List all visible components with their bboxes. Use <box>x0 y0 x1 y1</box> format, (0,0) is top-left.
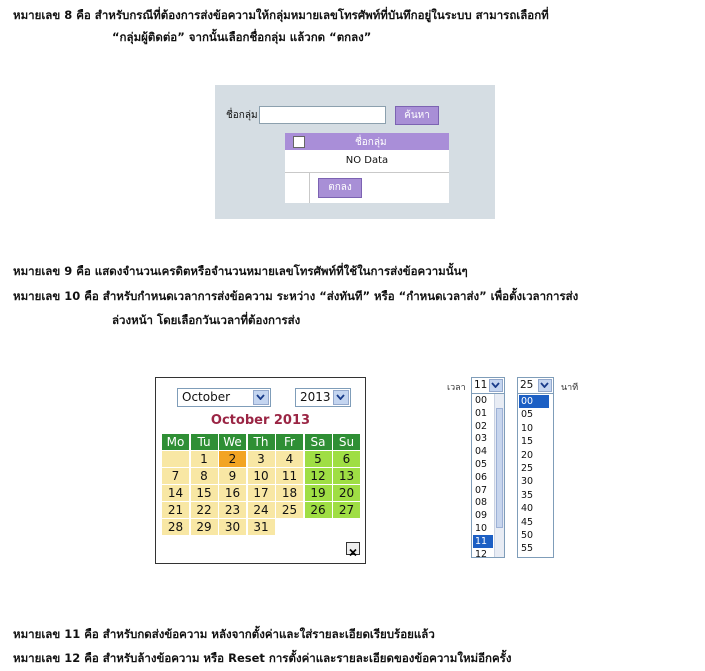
hour-list-scrollbar[interactable] <box>494 394 504 557</box>
chevron-down-icon[interactable] <box>333 390 349 405</box>
item-8-line-1: หมายเลข 8 คือ สำหรับกรณีที่ต้องการส่งข้อความให้กลุ่มหมายเลขโทรศัพท์ที่บันทึกอยู่ในระบบ สามารถเลือกที่ <box>13 8 549 22</box>
calendar-day-22[interactable]: 22 <box>191 502 218 518</box>
hour-option-00[interactable]: 00 <box>475 395 488 406</box>
item-8-line-2: “กลุ่มผู้ติดต่อ” จากนั้นเลือกชื่อกลุ่ม แล้วกด “ตกลง” <box>112 30 372 44</box>
calendar-day-empty <box>162 451 189 467</box>
date-picker-calendar <box>155 377 366 564</box>
weekday-header-tu: Tu <box>191 434 218 450</box>
calendar-day-28[interactable]: 28 <box>162 519 189 535</box>
hour-option-11[interactable]: 11 <box>473 535 493 548</box>
month-select-value: October <box>182 390 231 404</box>
hour-option-02[interactable]: 02 <box>475 420 488 432</box>
minute-option-10[interactable]: 10 <box>521 422 534 434</box>
calendar-day-4[interactable]: 4 <box>276 451 303 467</box>
minute-option-50[interactable]: 50 <box>521 530 534 541</box>
calendar-day-26[interactable]: 26 <box>305 502 332 518</box>
minute-option-55[interactable]: 55 <box>521 543 534 555</box>
calendar-day-11[interactable]: 11 <box>276 468 303 484</box>
weekday-header-we: We <box>219 434 246 450</box>
hour-option-04[interactable]: 04 <box>475 446 488 458</box>
calendar-day-8[interactable]: 8 <box>191 468 218 484</box>
hour-select[interactable] <box>471 377 505 394</box>
calendar-day-15[interactable]: 15 <box>191 485 218 501</box>
hour-option-08[interactable]: 08 <box>475 497 488 509</box>
calendar-day-12[interactable]: 12 <box>305 468 332 484</box>
group-table-header <box>285 133 449 150</box>
calendar-day-24[interactable]: 24 <box>248 502 275 518</box>
hour-option-06[interactable]: 06 <box>475 471 488 483</box>
minute-option-40[interactable]: 40 <box>521 503 534 515</box>
close-button[interactable] <box>346 542 360 555</box>
search-button[interactable]: ค้นหา <box>395 106 439 125</box>
group-name-column-header: ชื่อกลุ่ม <box>355 137 387 148</box>
year-select[interactable] <box>295 388 351 407</box>
weekday-header-su: Su <box>333 434 360 450</box>
calendar-day-29[interactable]: 29 <box>191 519 218 535</box>
item-12-text: หมายเลข 12 คือ สำหรับล้างข้อความ หรือ Reset การตั้งค่าและรายละเอียดของข้อความใหม่อีกครั้ง <box>13 651 512 665</box>
year-select-value: 2013 <box>300 390 331 404</box>
calendar-day-3[interactable]: 3 <box>248 451 275 467</box>
calendar-day-10[interactable]: 10 <box>248 468 275 484</box>
weekday-header-th: Th <box>248 434 275 450</box>
table-column-divider <box>309 173 310 203</box>
minute-option-20[interactable]: 20 <box>521 449 534 461</box>
calendar-day-23[interactable]: 23 <box>219 502 246 518</box>
calendar-day-17[interactable]: 17 <box>248 485 275 501</box>
chevron-down-icon[interactable] <box>489 379 503 392</box>
group-table <box>285 133 449 203</box>
minute-label: นาที <box>561 383 579 393</box>
empty-table-text: NO Data <box>345 155 389 166</box>
hour-option-01[interactable]: 01 <box>475 407 488 419</box>
group-name-input[interactable] <box>259 106 386 124</box>
minute-option-35[interactable]: 35 <box>521 489 534 501</box>
close-icon <box>347 547 359 558</box>
minute-dropdown-list[interactable] <box>517 393 554 558</box>
hour-option-10[interactable]: 10 <box>475 523 488 534</box>
calendar-day-16[interactable]: 16 <box>219 485 246 501</box>
calendar-day-31[interactable]: 31 <box>248 519 275 535</box>
item-11-text: หมายเลข 11 คือ สำหรับกดส่งข้อความ หลังจากตั้งค่าและใส่รายละเอียดเรียบร้อยแล้ว <box>13 627 435 641</box>
calendar-day-13[interactable]: 13 <box>333 468 360 484</box>
hour-dropdown-list[interactable] <box>471 393 505 558</box>
hour-option-12[interactable]: 12 <box>475 548 488 558</box>
hour-option-09[interactable]: 09 <box>475 510 488 522</box>
weekday-header-fr: Fr <box>276 434 303 450</box>
calendar-day-20[interactable]: 20 <box>333 485 360 501</box>
calendar-day-5[interactable]: 5 <box>305 451 332 467</box>
hour-select-value: 11 <box>474 379 488 391</box>
calendar-day-2[interactable]: 2 <box>219 451 246 467</box>
calendar-day-18[interactable]: 18 <box>276 485 303 501</box>
minute-option-25[interactable]: 25 <box>521 463 534 474</box>
chevron-down-icon[interactable] <box>538 379 552 392</box>
hour-option-07[interactable]: 07 <box>475 484 488 496</box>
ok-button[interactable]: ตกลง <box>318 178 362 198</box>
item-9-text: หมายเลข 9 คือ แสดงจำนวนเครดิตหรือจำนวนหมายเลขโทรศัพท์ที่ใช้ในการส่งข้อความนั้นๆ <box>13 264 468 278</box>
hour-option-03[interactable]: 03 <box>475 433 488 445</box>
calendar-day-27[interactable]: 27 <box>333 502 360 518</box>
calendar-day-21[interactable]: 21 <box>162 502 189 518</box>
month-select[interactable] <box>177 388 271 407</box>
hour-option-05[interactable]: 05 <box>475 459 488 470</box>
scrollbar-thumb[interactable] <box>496 408 503 528</box>
item-10-line-1: หมายเลข 10 คือ สำหรับกำหนดเวลาการส่งข้อความ ระหว่าง “ส่งทันที” หรือ “กำหนดเวลาส่ง” เพื่อตั้งเวลาการส่ง <box>13 289 579 303</box>
calendar-day-19[interactable]: 19 <box>305 485 332 501</box>
group-name-label: ชื่อกลุ่ม <box>226 110 258 121</box>
item-10-line-2: ล่วงหน้า โดยเลือกวันเวลาที่ต้องการส่ง <box>112 313 301 327</box>
calendar-day-14[interactable]: 14 <box>162 485 189 501</box>
calendar-day-30[interactable]: 30 <box>219 519 246 535</box>
time-label: เวลา <box>447 383 466 393</box>
minute-select-value: 25 <box>520 379 534 391</box>
calendar-day-6[interactable]: 6 <box>333 451 360 467</box>
minute-option-30[interactable]: 30 <box>521 476 534 488</box>
minute-option-45[interactable]: 45 <box>521 516 534 528</box>
select-all-checkbox[interactable] <box>293 136 305 148</box>
group-search-panel <box>215 85 495 219</box>
calendar-day-25[interactable]: 25 <box>276 502 303 518</box>
minute-select[interactable] <box>517 377 554 394</box>
weekday-header-mo: Mo <box>162 434 189 450</box>
calendar-title: October 2013 <box>210 413 311 428</box>
calendar-day-7[interactable]: 7 <box>162 468 189 484</box>
weekday-header-sa: Sa <box>305 434 332 450</box>
calendar-day-9[interactable]: 9 <box>219 468 246 484</box>
minute-option-15[interactable]: 15 <box>521 436 534 448</box>
calendar-day-1[interactable]: 1 <box>191 451 218 467</box>
chevron-down-icon[interactable] <box>253 390 269 405</box>
minute-option-00[interactable]: 00 <box>519 395 549 408</box>
minute-option-05[interactable]: 05 <box>521 409 534 421</box>
